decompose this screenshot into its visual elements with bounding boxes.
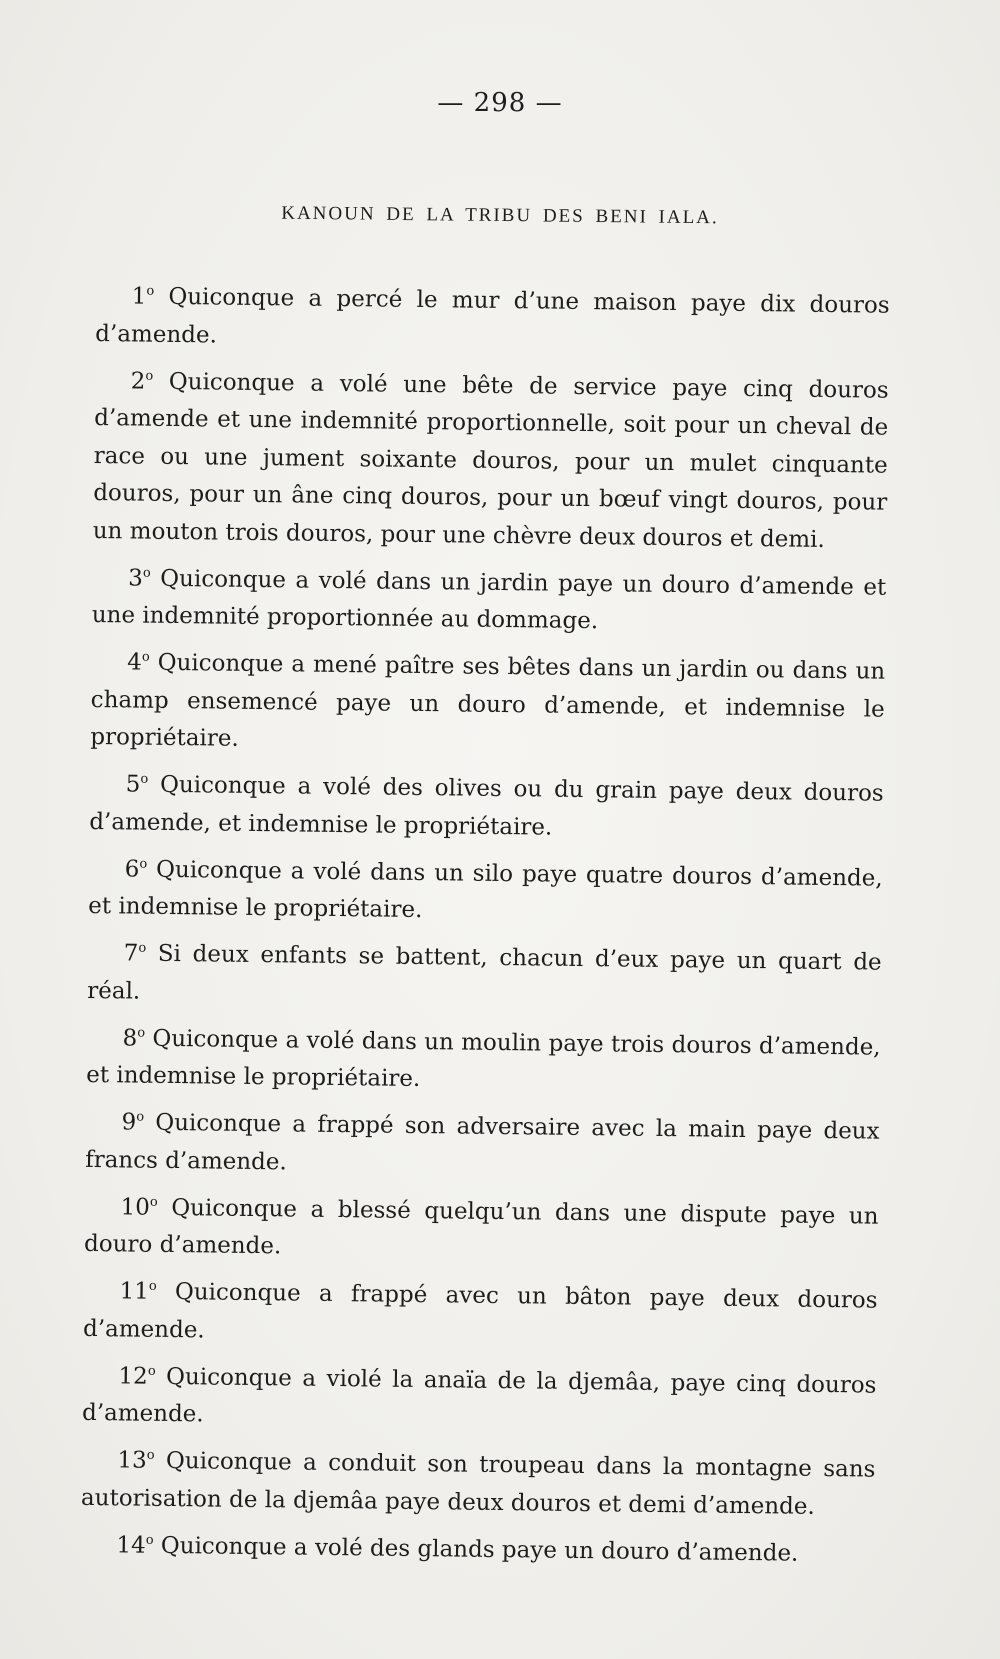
article-9: [85, 1098, 880, 1189]
article-number: 4$^o$: [127, 649, 150, 676]
article-text: Quiconque a blessé quelqu’un dans une dispute paye un douro d’amende.: [83, 1194, 879, 1260]
article-number: 7$^o$: [123, 940, 147, 967]
article-number: 2$^o$: [130, 367, 154, 395]
article-text: Quiconque a frappé son adversaire avec la main paye deux francs d’amende.: [84, 1109, 880, 1175]
article-11: [83, 1267, 878, 1358]
article-text: Quiconque a volé dans un moulin paye trois douros d’amende, et indemnise le propriétaire.: [86, 1025, 881, 1093]
article-text: Quiconque a volé dans un jardin paye un douro d’amende et une indemnité proportionnée au dommage.: [91, 565, 887, 635]
article-5: [89, 760, 884, 851]
article-6: [88, 844, 883, 935]
article-2: [93, 356, 889, 559]
article-7: [87, 929, 882, 1020]
article-text: Si deux enfants se battent, chacun d’eux paye un quart de réal.: [87, 940, 882, 1005]
article-text: Quiconque a mené paître ses bêtes dans un jardin ou dans un champ ensemencé paye un douro d’amende, et indemnise le propriétaire.: [90, 649, 886, 752]
article-10: [84, 1182, 879, 1273]
article-8: [86, 1013, 881, 1104]
article-number: 13$^o$: [117, 1447, 155, 1474]
article-number: 12$^o$: [118, 1362, 156, 1390]
article-1: [95, 272, 890, 363]
article-14: [80, 1520, 874, 1573]
article-12: [82, 1351, 877, 1442]
article-list: [80, 272, 890, 1577]
article-text: Quiconque a percé le mur d’une maison paye dix douros d’amende.: [95, 283, 890, 348]
article-number: 11$^o$: [119, 1278, 157, 1305]
article-number: 9$^o$: [121, 1109, 145, 1136]
article-number: 3$^o$: [128, 564, 151, 592]
article-number: 10$^o$: [120, 1193, 158, 1221]
article-text: Quiconque a violé la anaïa de la djemâa, paye cinq douros d’amende.: [81, 1363, 877, 1428]
article-text: Quiconque a frappé avec un bâton paye deux douros d’amende.: [82, 1278, 878, 1343]
article-number: 5$^o$: [125, 771, 149, 798]
article-13: [81, 1436, 876, 1527]
article-text: Quiconque a volé des glands paye un douro d’amende.: [153, 1532, 799, 1567]
article-text: Quiconque a volé des olives ou du grain paye deux douros d’amende, et indemnise le propriétaire.: [89, 771, 884, 841]
article-text: Quiconque a volé une bête de service paye cinq douros d’amende et une indemnité proportionnelle, soit pour un cheval de race ou une jument soixante douros, pour un mulet cinquante douros, pour un âne cinq douros, pour un bœuf vingt douros, pour un mouton trois douros, pour une chèvre deux douros et demi.: [92, 368, 889, 553]
article-4: [90, 638, 885, 766]
article-number: 6$^o$: [124, 855, 148, 883]
article-3: [92, 553, 887, 644]
article-number: 8$^o$: [122, 1024, 146, 1052]
article-text: Quiconque a volé dans un silo paye quatre douros d’amende, et indemnise le propriétaire.: [88, 856, 883, 924]
page-number: — 298 —: [437, 88, 563, 118]
article-number: 1$^o$: [131, 283, 155, 310]
page-title: KANOUN DE LA TRIBU DES BENI IALA.: [281, 202, 719, 229]
article-number: 14$^o$: [116, 1531, 154, 1559]
article-text: Quiconque a conduit son troupeau dans la montagne sans autorisation de la djemâa paye deux douros et demi d’amende.: [80, 1447, 876, 1520]
